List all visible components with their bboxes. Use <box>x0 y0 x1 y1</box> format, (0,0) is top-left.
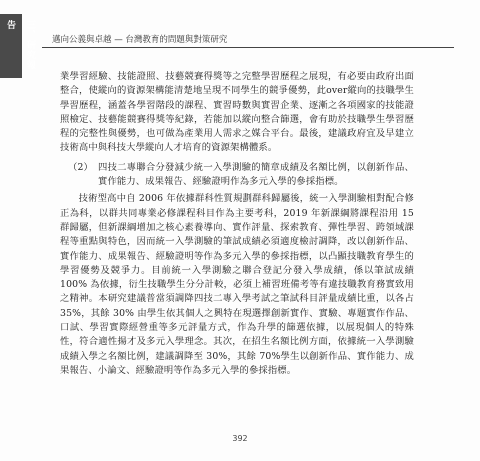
paragraph-1: 業學習經驗、技能證照、技藝競賽得獎等之完整學習歷程之展現，有必要由政府出面整合，使縱向的資源架構能清楚地呈現不同學生的競爭優勢，此over縱向的技職學生學習歷程，涵蓋各學習階段的課程、實習時數與實習企業、逐漸之各項國家的技能證照檢定、技藝能競賽得獎等紀錄，若能加以縱向整合篩選，會有助於技職學生學習歷程的完整性與優勢，也可做為產業用人需求之媒合平台。最後，建議政府宜及早建立技術高中與科技大學縱向人才培育的資源架構體系。 <box>60 71 414 154</box>
list-item-number: （2） <box>68 161 93 173</box>
chapter-side-tab-label: 三、研究報告 <box>5 20 35 70</box>
body-text <box>60 70 414 378</box>
list-item-2 <box>68 161 414 190</box>
list-item-text: 四技二專聯合分發減少統一入學測驗的簡章成績及名額比例，以創新作品、實作能力、成果報告、經驗證明作為多元入學的參採指標。 <box>98 161 414 188</box>
running-header: 邁向公義與卓越 — 台灣教育的問題與對策研究 <box>52 35 228 45</box>
paragraph-2: 技術型高中自 2006 年依據群科性質規劃群科歸屬後，統一入學測驗相對配合修正為科，以群共同專業必修課程科目作為主要考科，2019 年新課綱將課程沿用 15 群歸屬，但新課綱增加之核心素養導向、實作評量、探索教育、彈性學習、跨領域課程等重點與特色，因而統一入學測驗的筆試成績必須適度檢討調降，改以創新作品、實作能力、成果報告、經驗證明等作為多元入學的參採指標，以凸顯技職教育學生的學習優勢及競爭力。目前統一入學測驗之聯合登記分發入學成績，係以筆試成績 100% 為依據，衍生技職學生分分計較，必須上補習班備考等有違技職教育務實致用之精神。本研究建議普當須調降四技二專入學考試之筆試科目評量成績比重，以各占 35%，其餘 30% 由學生依其個人之興特在現選擇創新實作、實驗、專題實作作品、口試、學習實際經營重等多元評量方式，作為升學的篩選依據，以展現個人的特殊性，符合適性揚才及多元入學理念。其次，在招生名額比例方面，依據統一入學測驗成績入學之名額比例，建議調降至 30%，其餘 70%學生以創新作品、實作能力、成果報告、小論文、經驗證明等作為多元入學的參採指標。 <box>60 193 414 376</box>
header-divider <box>42 47 454 48</box>
page-number: 392 <box>232 434 248 443</box>
chapter-side-tab <box>0 14 35 78</box>
